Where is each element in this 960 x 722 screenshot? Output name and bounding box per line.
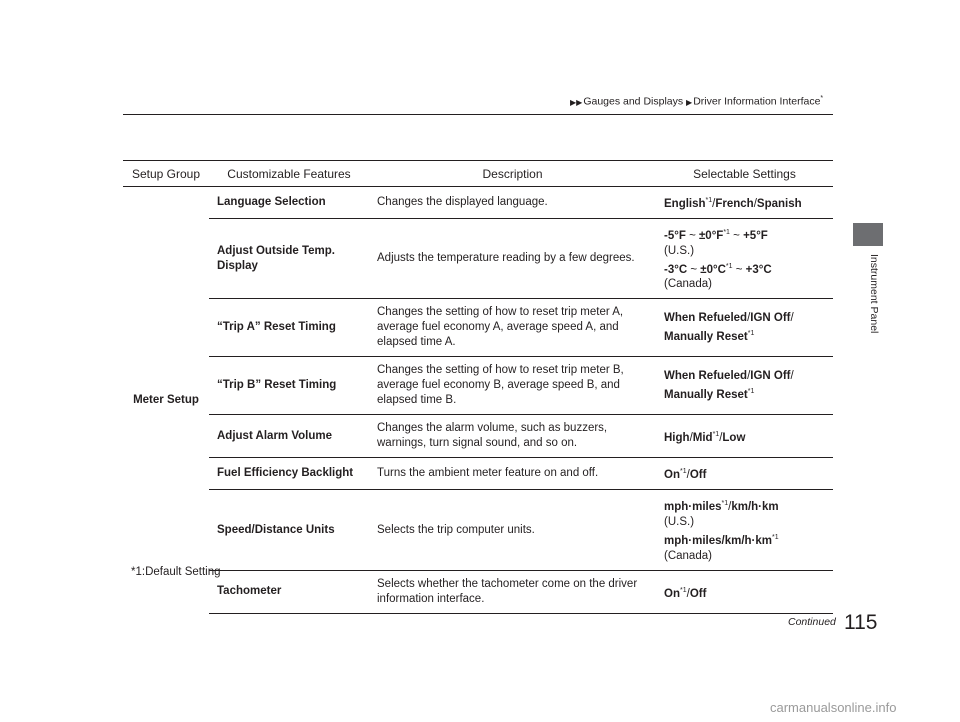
table-row (123, 357, 833, 415)
table-row (123, 187, 833, 219)
settings-cell: English$^{*1}$/French/Spanish (656, 187, 833, 219)
settings-cell: When Refueled/IGN Off/ Manually Reset$^{*1}$ (656, 299, 833, 357)
settings-cell: On$^{*1}$/Off (656, 570, 833, 613)
breadcrumb-item-gauges[interactable]: Gauges and Displays (583, 95, 684, 108)
watermark: carmanualsonline.info (770, 700, 897, 715)
footnote: *1:Default Setting (131, 566, 221, 578)
table-row (123, 570, 833, 613)
table-row (123, 299, 833, 357)
settings-cell: On$^{*1}$/Off (656, 458, 833, 490)
table-row (123, 415, 833, 458)
settings-table (123, 160, 833, 614)
triangle-right-icon: ▶ (686, 97, 693, 107)
page-number: 115 (844, 611, 878, 634)
breadcrumb (570, 95, 840, 108)
asterisk-marker: * (820, 95, 824, 102)
feature-cell: “Trip B” Reset Timing (209, 357, 369, 415)
feature-cell: Language Selection (209, 187, 369, 219)
settings-cell: -5°F ~ $\pm 0^\circ F^{*1}$ ~ +5°F (U.S.) -3°C ~ $\pm 0^\circ C^{*1}$ ~ +3°C (Canada) (656, 218, 833, 299)
section-tab-label: Instrument Panel (868, 254, 880, 334)
section-tab[interactable] (853, 223, 883, 246)
continued-label: Continued (788, 616, 836, 628)
table-row (123, 458, 833, 490)
table-header-row (123, 161, 833, 187)
table-row (123, 490, 833, 571)
settings-cell: mph·miles$^{*1}$/km/h·km (U.S.) $mph\cdot miles/km/h\cdot km^{*1}$ (Canada) (656, 490, 833, 571)
description-cell: Changes the displayed language. (369, 187, 656, 219)
description-cell: Changes the setting of how to reset trip meter B, average fuel economy B, average speed B, and elapsed time B. (369, 357, 656, 415)
header-rule (123, 114, 833, 115)
description-cell: Changes the alarm volume, such as buzzers, warnings, turn signal sound, and so on. (369, 415, 656, 458)
feature-cell: Adjust Alarm Volume (209, 415, 369, 458)
description-cell: Changes the setting of how to reset trip meter A, average fuel economy A, average speed A, and elapsed time A. (369, 299, 656, 357)
settings-cell: When Refueled/IGN Off/ Manually Reset$^{*1}$ (656, 357, 833, 415)
triangle-right-icon: ▶▶ (570, 97, 583, 107)
header-description: Description (369, 161, 656, 187)
header-settings: Selectable Settings (656, 161, 833, 187)
header-features: Customizable Features (209, 161, 369, 187)
setup-group-cell: Meter Setup (133, 393, 199, 406)
feature-cell: Fuel Efficiency Backlight (209, 458, 369, 490)
settings-cell: High/Mid$^{*1}$/Low (656, 415, 833, 458)
feature-cell: “Trip A” Reset Timing (209, 299, 369, 357)
feature-cell: Adjust Outside Temp. Display (209, 218, 369, 299)
description-cell: Turns the ambient meter feature on and off. (369, 458, 656, 490)
feature-cell: Tachometer (209, 570, 369, 613)
header-setup-group: Setup Group (123, 161, 209, 187)
description-cell: Selects the trip computer units. (369, 490, 656, 571)
description-cell: Selects whether the tachometer come on the driver information interface. (369, 570, 656, 613)
breadcrumb-item-dii[interactable]: Driver Information Interface (693, 95, 821, 108)
table-row (123, 218, 833, 299)
feature-cell: Speed/Distance Units (209, 490, 369, 571)
description-cell: Adjusts the temperature reading by a few degrees. (369, 218, 656, 299)
